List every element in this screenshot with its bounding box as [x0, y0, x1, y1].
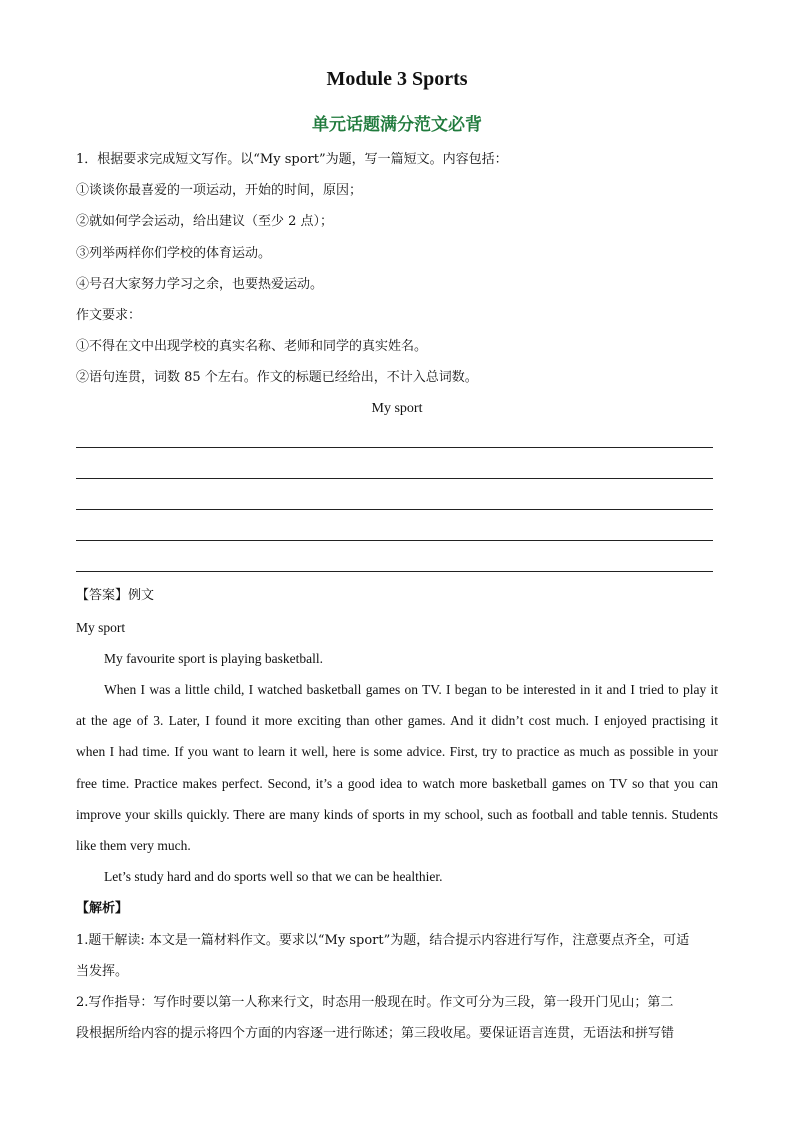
answer-line: when I had time. If you want to learn it well, here is some advice. First, try to practice as much as possible in your: [76, 744, 718, 759]
writing-line: [76, 447, 713, 448]
answer-line: like them very much.: [76, 838, 191, 853]
requirement-item: ②语句连贯，词数 85 个左右。作文的标题已经给出，不计入总词数。: [76, 370, 478, 385]
writing-line: [76, 478, 713, 479]
writing-line: [76, 540, 713, 541]
requirements-label: 作文要求：: [76, 308, 142, 323]
task-point: ①谈谈你最喜爱的一项运动，开始的时间，原因；: [76, 183, 363, 198]
answer-line: Let’s study hard and do sports well so that we can be healthier.: [104, 869, 443, 884]
page-title: Module 3 Sports: [326, 68, 468, 90]
task-prompt: 1．根据要求完成短文写作。以“My sport”为题，写一篇短文。内容包括：: [76, 152, 508, 167]
answer-title: My sport: [76, 620, 126, 635]
answer-line: improve your skills quickly. There are many kinds of sports in my school, such as football and table tennis. Students: [76, 807, 718, 822]
page-subtitle: 单元话题满分范文必背: [312, 115, 482, 135]
writing-line: [76, 509, 713, 510]
task-point: ②就如何学会运动，给出建议（至少 2 点）；: [76, 214, 334, 229]
essay-title: My sport: [371, 401, 423, 416]
answer-line: My favourite sport is playing basketball.: [104, 651, 323, 666]
task-point: ③列举两样你们学校的体育运动。: [76, 246, 272, 261]
answer-line: free time. Practice makes perfect. Second, it’s a good idea to watch more basketball games on TV so that you can: [76, 776, 718, 791]
answer-line: at the age of 3. Later, I found it more exciting than other games. And it didn’t cost much. I enjoyed practising it: [76, 713, 718, 728]
analysis-line: 当发挥。: [76, 964, 129, 979]
analysis-line: 段根据所给内容的提示将四个方面的内容逐一进行陈述；第三段收尾。要保证语言连贯，无语法和拼写错: [76, 1026, 675, 1041]
requirement-item: ①不得在文中出现学校的真实名称、老师和同学的真实姓名。: [76, 339, 428, 354]
answer-line: When I was a little child, I watched basketball games on TV. I began to be interested in it and I tried to play it: [104, 682, 718, 697]
analysis-label: 【解析】: [76, 901, 129, 916]
analysis-line: 1.题干解读: 本文是一篇材料作文。要求以“My sport”为题，结合提示内容进行写作，注意要点齐全，可适: [76, 933, 690, 948]
writing-line: [76, 571, 713, 572]
answer-label: 【答案】例文: [76, 588, 155, 603]
analysis-line: 2.写作指导：写作时要以第一人称来行文，时态用一般现在时。作文可分为三段，第一段开门见山；第二: [76, 995, 674, 1010]
task-point: ④号召大家努力学习之余，也要热爱运动。: [76, 277, 324, 292]
